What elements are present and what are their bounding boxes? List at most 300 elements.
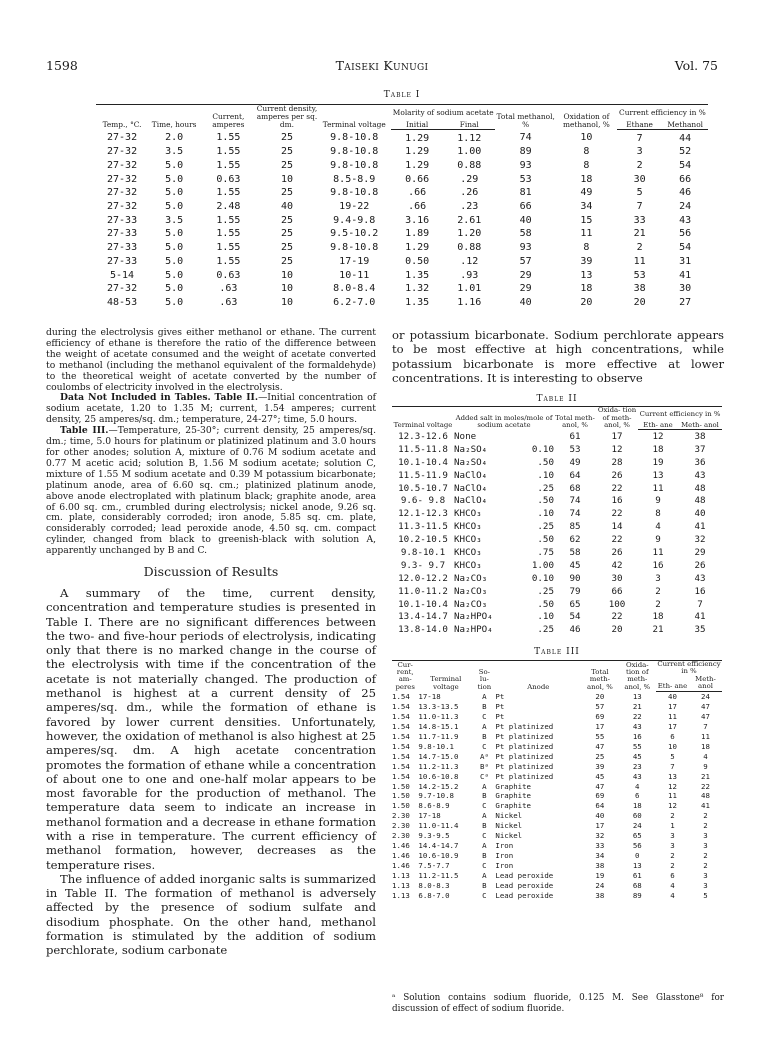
table-cell: 100 [608,598,626,610]
table-cell: 41 [694,611,706,623]
table-row [96,129,708,145]
table-cell: 42 [611,559,623,571]
table-cell: 3 [703,870,708,880]
table-cell: 21 [652,624,664,636]
col-solution: So- lu- tion [477,667,492,691]
table-cell: 66 [611,585,623,597]
table-cell: Lead peroxide [495,870,554,880]
table-cell: .66 [408,201,427,213]
table-cell: 27-32 [106,173,138,185]
table-cell: 1.54 [392,702,410,712]
table-cell: 30 [633,173,646,185]
table-cell: 3 [703,831,708,841]
table-cell: A [482,870,487,880]
table-row [392,761,722,771]
table-row [392,610,722,623]
table-cell: 1.13 [392,880,410,890]
table-cell: 41 [694,521,706,533]
table-cell: 27-32 [106,201,138,213]
table-cell: .25 [537,624,554,636]
table-cell: 22 [632,711,642,721]
table-cell: .66 [408,187,427,199]
discussion-paragraph-2: The influence of added inorganic salts is summarized in Table II. The formation of methanol is adversely affected by the presence of sodium sulfate and disodium phosphate. On the other hand, methanol formation is stimulated by the addition of sodium perchlorate, sodium carbonate [46,871,376,958]
table-cell: 11.2-11.5 [418,870,459,880]
table-cell: 27-32 [106,159,138,171]
table-cell: 17-18 [418,811,441,821]
table-cell: 1.46 [392,851,410,861]
col-efficiency: Current efficiency in % [639,409,721,418]
table-cell: A [482,691,487,701]
table-cell: 26 [611,469,623,481]
table-cell: KHCO₃ [454,546,482,558]
table-cell: 11.7-11.9 [418,731,459,741]
table-cell: 1 [670,821,675,831]
table-cell: C [482,711,487,721]
table-row [96,173,708,187]
table-cell: 5.0 [165,283,184,295]
table-cell: 46 [679,187,692,199]
table-cell: 40 [694,508,706,520]
table-cell: 65 [632,831,642,841]
table-cell: 8.0-8.3 [418,880,450,890]
table-cell: 13 [632,691,642,701]
table-row [392,871,722,881]
table-row [96,296,708,310]
table-cell: Pt [495,702,505,712]
table-cell: 74 [569,495,581,507]
table-row [392,721,722,731]
table-cell: 25 [280,132,293,144]
table-cell: 12 [652,430,664,442]
table-cell: 11 [668,791,677,801]
table-cell: 1.35 [405,296,430,308]
table-row [392,801,722,811]
table-cell: 3.5 [165,146,184,158]
table-cell: 20 [580,296,593,308]
table-row [392,430,722,443]
table-cell: 10.1-10.4 [398,598,448,610]
table-cell: 34 [595,851,605,861]
table-1-title: Table I [383,90,421,100]
table-cell: Pt [495,711,505,721]
table-cell: 43 [694,469,706,481]
table-cell: 2 [703,851,708,861]
table-cell: 10 [280,296,293,308]
table-cell: 64 [595,801,605,811]
table-cell: 7.5-7.7 [418,861,450,871]
table-cell: 13.8-14.0 [398,624,448,636]
table-cell: 27-32 [106,187,138,199]
notes-table-2 [46,393,376,426]
table-row [392,507,722,520]
table-row [392,443,722,456]
table-row [392,811,722,821]
table-row [96,145,708,159]
table-cell: 11 [668,711,677,721]
table-cell: 9 [655,534,661,546]
table-cell: 10 [280,283,293,295]
table-cell: 43 [632,771,642,781]
table-cell: 1.35 [405,269,430,281]
table-cell: 54 [569,611,581,623]
col-added-salt: Added salt in moles/mole of sodium acetate [455,413,553,429]
table-cell: 7 [636,132,643,144]
table-cell: 24 [679,201,692,213]
table-cell: 1.29 [405,132,430,144]
table-row [392,482,722,495]
table-cell: 68 [569,482,581,494]
table-cell: 41 [701,801,710,811]
table-cell: 10.5-10.7 [398,482,448,494]
table-cell: Nickel [495,821,523,831]
table-cell: 2 [655,585,661,597]
table-cell: 1.50 [392,791,410,801]
table-cell: 60 [632,811,642,821]
left-column [46,328,376,958]
table-cell: 93 [519,242,532,254]
page-number: 1598 [46,58,78,73]
table-row [392,598,722,611]
table-cell: 1.46 [392,841,410,851]
col-final: Final [443,117,495,129]
table-cell: 1.54 [392,721,410,731]
table-cell: 22 [611,611,623,623]
table-cell: 25 [280,228,293,240]
author-name: Taiseki Kunugi [335,58,429,73]
table-cell: .23 [460,201,479,213]
col-oxidation: Oxida- tion of meth- anol, % [597,406,637,429]
table-row [392,469,722,482]
table-cell: 35 [694,624,706,636]
table-cell: 34 [580,201,593,213]
table-cell: 43 [694,572,706,584]
table-cell: 10.1-10.4 [398,456,448,468]
table-cell: 47 [701,702,710,712]
table-cell: 40 [595,811,605,821]
col-ethane: Eth- ane [638,418,678,430]
table-cell: 10-11 [339,269,370,281]
table-cell: Na₂CO₃ [454,585,488,597]
notes-table-3 [46,426,376,557]
table-cell: 2 [636,159,643,171]
table-cell: .25 [537,521,554,533]
table-cell: 12.3-12.6 [398,430,448,442]
table-cell: 10 [280,269,293,281]
table-cell: .50 [537,534,554,546]
table-cell: 11.3-11.5 [398,521,448,533]
table-row [392,572,722,585]
table-cell: 8.6-8.9 [418,801,450,811]
table-cell: 2 [703,811,708,821]
table-cell: 22 [701,781,710,791]
table-cell: C [482,861,487,871]
table-cell: 14 [611,521,623,533]
table-cell: 1.55 [216,242,241,254]
section-heading: Discussion of Results [143,564,279,580]
table-cell: 38 [633,283,646,295]
table-cell: 48 [694,495,706,507]
table-row [392,494,722,507]
table-cell: 9.3-9.5 [418,831,450,841]
table-cell: 13.4-14.7 [398,611,448,623]
table-cell: 1.29 [405,242,430,254]
table-cell: 1.54 [392,761,410,771]
table-cell: 1.54 [392,731,410,741]
table-cell: 11.0-11.3 [418,711,459,721]
table-cell: 10 [668,741,677,751]
table-cell: Pt platinized [495,751,554,761]
table-cell: 8 [655,508,661,520]
table-cell: 11.2-11.3 [418,761,459,771]
table-cell: 5.0 [165,296,184,308]
table-cell: 11.5-11.8 [398,443,448,455]
table-cell: 17 [668,702,677,712]
table-cell: 18 [632,801,642,811]
table-cell: 17-19 [339,255,370,267]
table-cell: 1.54 [392,691,410,701]
table-3 [392,660,722,900]
table-row [392,533,722,546]
table-cell: 79 [569,585,581,597]
table-cell: 62 [569,534,581,546]
table-cell: 9.8-10.1 [418,741,454,751]
table-cell: 3 [703,880,708,890]
col-total: Total methanol, % [496,112,555,129]
table-cell: 45 [595,771,605,781]
table-cell: 7 [703,721,708,731]
table-3-title: Table III [534,647,580,657]
col-total: Total meth- anol, % [555,413,595,429]
table-cell: KHCO₃ [454,559,482,571]
table-cell: 18 [580,283,593,295]
table-cell: B [482,880,487,890]
table-cell: 27-33 [106,255,138,267]
table-cell: 33 [595,841,605,851]
table-cell: 29 [519,269,532,281]
table-cell: 44 [679,132,692,144]
table-cell: Na₂CO₃ [454,572,488,584]
table-cell: B [482,851,487,861]
table-row [392,712,722,722]
table-cell: 0.63 [216,173,241,185]
table-cell: 5.0 [165,242,184,254]
table-cell: 22 [611,534,623,546]
table-cell: 27-32 [106,146,138,158]
table-row [96,255,708,269]
table-cell: 18 [701,741,710,751]
table-cell: 20 [633,296,646,308]
table-cell: 10.6-10.8 [418,771,459,781]
table-3-footnote: ᵃ Solution contains sodium fluoride, 0.125 M. See Glasstone⁸ for discussion of effect of sodium fluoride. [392,993,724,1014]
table-cell: 5-14 [109,269,135,281]
table-cell: 24 [632,821,642,831]
table-row [96,186,708,200]
table-cell: 53 [519,173,532,185]
table-cell: 43 [632,721,642,731]
table-cell: 17 [595,821,605,831]
table-cell: 69 [595,711,605,721]
table-cell: 40 [280,201,293,213]
table-cell: .10 [537,611,554,623]
table-cell: 29 [519,283,532,295]
table-row [96,159,708,173]
table-cell: 64 [569,469,581,481]
table-cell: 5.0 [165,173,184,185]
table-cell: C [482,741,487,751]
table-cell: Na₂HPO₄ [454,611,493,623]
table-cell: 13 [632,861,642,871]
table-cell: 1.55 [216,228,241,240]
table-cell: 6.2-7.0 [333,296,376,308]
table-cell: 46 [569,624,581,636]
table-cell: 27-33 [106,214,138,226]
table-row [96,214,708,228]
table-cell: 10 [280,173,293,185]
table-cell: 10.2-10.5 [398,534,448,546]
table-cell: Pt platinized [495,761,554,771]
table-cell: 93 [519,159,532,171]
table-cell: 0.88 [457,159,482,171]
table-cell: .75 [537,546,554,558]
table-cell: 22 [611,508,623,520]
table-cell: 56 [632,841,642,851]
table-cell: 14.8-15.1 [418,721,459,731]
table-cell: 2 [636,242,643,254]
table-cell: 23 [632,761,642,771]
table-cell: 30 [611,572,623,584]
running-header [46,58,718,76]
table-cell: 47 [595,781,605,791]
table-cell: 40 [668,692,677,702]
table-cell: 1.54 [392,711,410,721]
table-cell: 0.66 [405,173,430,185]
table-cell: 25 [280,255,293,267]
table-cell: .29 [460,173,479,185]
table-cell: 8 [583,242,590,254]
col-total: Total meth- anol, % [586,667,613,691]
table-row [392,731,722,741]
table-cell: 14.7-15.0 [418,751,459,761]
table-cell: 25 [280,159,293,171]
table-cell: 48 [701,791,710,801]
table-row [392,456,722,469]
table-cell: 2.0 [165,132,184,144]
table-cell: 26 [611,546,623,558]
table-cell: 13.3-13.5 [418,702,459,712]
table-cell: 6 [635,791,640,801]
table-cell: 19 [595,870,605,880]
table-cell: 1.55 [216,132,241,144]
table-cell [518,430,554,443]
table-row [392,880,722,890]
table-cell: 13 [668,771,677,781]
table-cell: 45 [632,751,642,761]
table-row [392,771,722,781]
table-cell: 20 [611,624,623,636]
table-cell: A [482,811,487,821]
table-cell: A [482,781,487,791]
table-cell: 0 [635,851,640,861]
table-cell: 81 [519,187,532,199]
table-cell: 27-32 [106,132,138,144]
table-cell: 2 [670,811,675,821]
table-cell: 16 [694,585,706,597]
table-row [96,227,708,241]
table-cell: 2 [670,861,675,871]
col-voltage: Terminal voltage [322,120,386,129]
table-cell: 1.29 [405,146,430,158]
table-cell: 40 [519,296,532,308]
table-cell: 1.89 [405,228,430,240]
table-cell: 8.0-8.4 [333,283,376,295]
table-cell: 9.8-10.1 [400,546,446,558]
table-cell: 16 [652,559,664,571]
table-cell: 18 [580,173,593,185]
table-cell: 1.12 [457,132,482,144]
table-cell: 36 [694,456,706,468]
col-voltage: Terminal voltage [430,675,462,691]
table-cell: 9.3- 9.7 [400,559,446,571]
table-cell: Na₂SO₄ [454,456,488,468]
table-cell: 1.50 [392,801,410,811]
table-cell: 65 [569,598,581,610]
col-oxidation: Oxidation of methanol, % [563,112,610,129]
table-cell: 2 [703,861,708,871]
table-cell: 0.10 [531,572,554,584]
col-initial: Initial [391,117,443,129]
table-cell: 22 [611,482,623,494]
col-efficiency: Current efficiency in % [657,660,721,676]
table-3-ref: Table III. [60,425,109,437]
col-methanol: Meth- anol [689,676,722,691]
table-cell: Pt platinized [495,721,554,731]
table-cell: 2.48 [216,201,241,213]
table-cell: 31 [679,255,692,267]
table-cell: 47 [701,711,710,721]
table-cell: 17 [668,721,677,731]
table-cell: 54 [679,242,692,254]
table-cell: 8 [583,159,590,171]
table-cell: 61 [632,870,642,880]
table-row [392,851,722,861]
table-cell: Graphite [495,781,531,791]
table-cell: 14.2-15.2 [418,781,459,791]
table-cell: 40 [519,214,532,226]
table-cell: 24 [701,692,710,702]
table-cell: 21 [632,702,642,712]
table-cell: Bᵃ [479,761,489,771]
table-cell: Graphite [495,801,531,811]
table-cell: 20 [595,691,605,701]
table-cell: 1.00 [531,559,554,571]
table-cell: None [454,430,477,442]
table-cell: 8 [583,146,590,158]
table-cell: 61 [569,430,581,442]
table-cell: 39 [580,255,593,267]
table-2-ref: Table II. [214,392,259,404]
table-cell: 1.20 [457,228,482,240]
table-cell: B [482,821,487,831]
table-cell: 49 [569,456,581,468]
table-cell: 1.46 [392,861,410,871]
table-row [96,269,708,283]
table-cell: 27-32 [106,283,138,295]
table-cell: 41 [679,269,692,281]
table-cell: NaClO₄ [454,482,488,494]
table-cell: 5.0 [165,269,184,281]
table-cell: 25 [280,214,293,226]
table-cell: 1.29 [405,159,430,171]
